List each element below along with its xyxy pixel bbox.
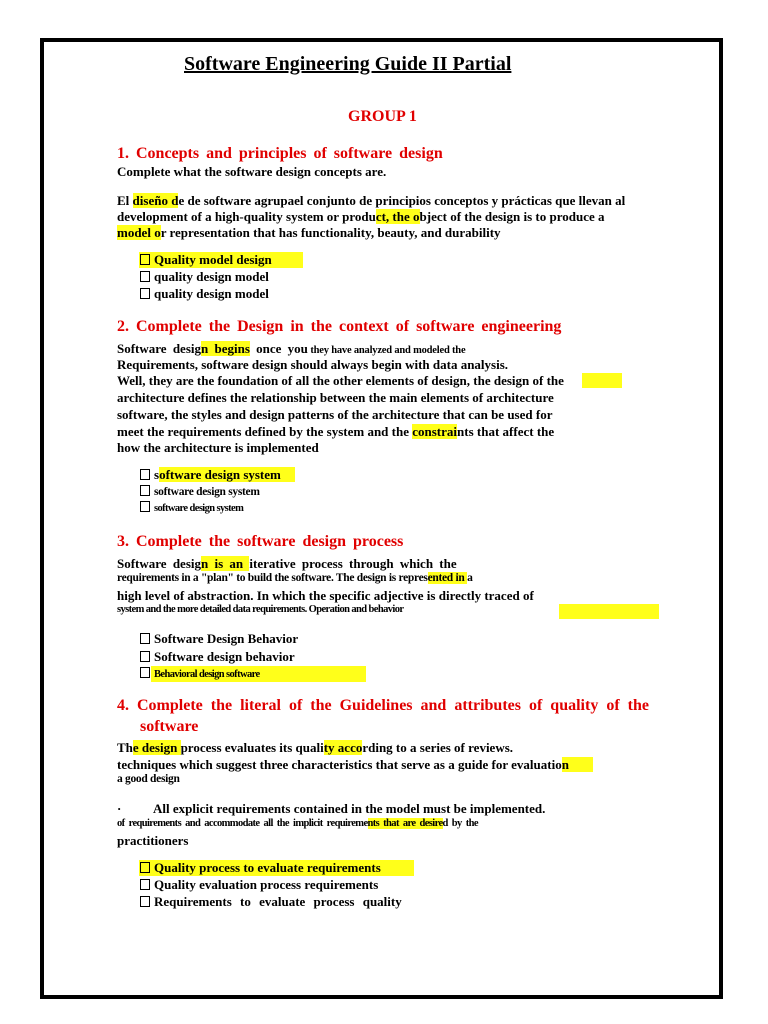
checkbox-icon[interactable] <box>140 651 150 662</box>
section-1-para-line-3: model or representation that has functionality, beauty, and durability <box>117 225 501 240</box>
section-4-heading-line-1: 4. Complete the literal of the Guidelines and attributes of quality of the <box>117 697 649 714</box>
section-2-line-6: meet the requirements defined by the system and the constraints that affect the <box>117 424 555 439</box>
page-border <box>40 38 723 999</box>
checkbox-icon[interactable] <box>140 469 150 480</box>
section-3-line-4: system and the more detailed data requirements. Operation and behavior <box>117 604 404 615</box>
section-1-para-line-2: development of a high-quality system or product, the object of the design is to produce a <box>117 209 605 224</box>
checkbox-icon[interactable] <box>140 879 150 890</box>
section-4-line-3: a good design <box>117 773 180 785</box>
section-2-line-5: software, the styles and design patterns of the architecture that can be used for <box>117 407 553 422</box>
section-2-line-7: how the architecture is implemented <box>117 440 319 455</box>
section-1-option-3[interactable]: quality design model <box>140 286 269 302</box>
section-1-option-2[interactable]: quality design model <box>140 269 269 285</box>
section-4-line-5: of requirements and accommodate all the implicit requirements that are desired by the <box>117 818 478 829</box>
section-3-option-2[interactable]: Software design behavior <box>140 649 295 665</box>
section-1-intro: Complete what the software design concepts are. <box>117 164 387 179</box>
checkbox-icon[interactable] <box>140 288 150 299</box>
highlight-mark <box>559 604 659 619</box>
checkbox-icon[interactable] <box>140 485 150 496</box>
section-3-line-2: requirements in a "plan" to build the software. The design is represented in a <box>117 572 473 584</box>
section-3-line-1: Software design is an iterative process through which the <box>117 556 457 571</box>
section-2-line-4: architecture defines the relationship between the main elements of architecture <box>117 390 554 405</box>
page-title: Software Engineering Guide II Partial <box>184 53 512 75</box>
section-4-line-2: techniques which suggest three characteristics that serve as a guide for evaluation <box>117 757 593 773</box>
section-2-heading: 2. Complete the Design in the context of software engineering <box>117 318 562 335</box>
section-4-line-1: The design process evaluates its quality according to a series of reviews. <box>117 740 514 755</box>
checkbox-icon[interactable] <box>140 862 150 873</box>
section-3-option-1[interactable]: Software Design Behavior <box>140 631 298 647</box>
checkbox-icon[interactable] <box>140 667 150 678</box>
section-2-option-3[interactable]: software design system <box>140 501 243 514</box>
section-2-line-3: Well, they are the foundation of all the other elements of design, the design of the <box>117 373 564 388</box>
section-1-option-1[interactable]: Quality model design <box>140 252 272 268</box>
highlight-mark <box>582 373 622 388</box>
section-4-line-6: practitioners <box>117 833 189 848</box>
checkbox-icon[interactable] <box>140 271 150 282</box>
section-4-heading-line-2: software <box>140 718 199 735</box>
checkbox-icon[interactable] <box>140 896 150 907</box>
section-4-option-2[interactable]: Quality evaluation process requirements <box>140 877 378 893</box>
checkbox-icon[interactable] <box>140 254 150 265</box>
group-heading: GROUP 1 <box>348 108 417 125</box>
section-4-bullet-icon: · <box>117 801 122 816</box>
section-3-option-3[interactable]: Behavioral design software <box>140 667 260 680</box>
section-4-line-4: All explicit requirements contained in the model must be implemented. <box>153 801 546 816</box>
section-3-heading: 3. Complete the software design process <box>117 533 404 550</box>
section-2-line-1: Software design begins once you they have analyzed and modeled the <box>117 341 466 356</box>
section-2-option-2[interactable]: software design system <box>140 485 260 498</box>
section-4-option-1[interactable]: Quality process to evaluate requirements <box>140 860 381 876</box>
section-1-heading: 1. Concepts and principles of software design <box>117 145 443 162</box>
checkbox-icon[interactable] <box>140 633 150 644</box>
section-4-option-3[interactable]: Requirements to evaluate process quality <box>140 894 402 910</box>
section-1-para-line-1: El diseño de de software agrupael conjunto de principios conceptos y prácticas que llevan al <box>117 193 626 208</box>
section-2-option-1[interactable]: software design system <box>140 467 295 483</box>
section-3-line-3: high level of abstraction. In which the specific adjective is directly traced of <box>117 588 534 603</box>
section-2-line-2: Requirements, software design should always begin with data analysis. <box>117 357 509 372</box>
checkbox-icon[interactable] <box>140 501 150 512</box>
